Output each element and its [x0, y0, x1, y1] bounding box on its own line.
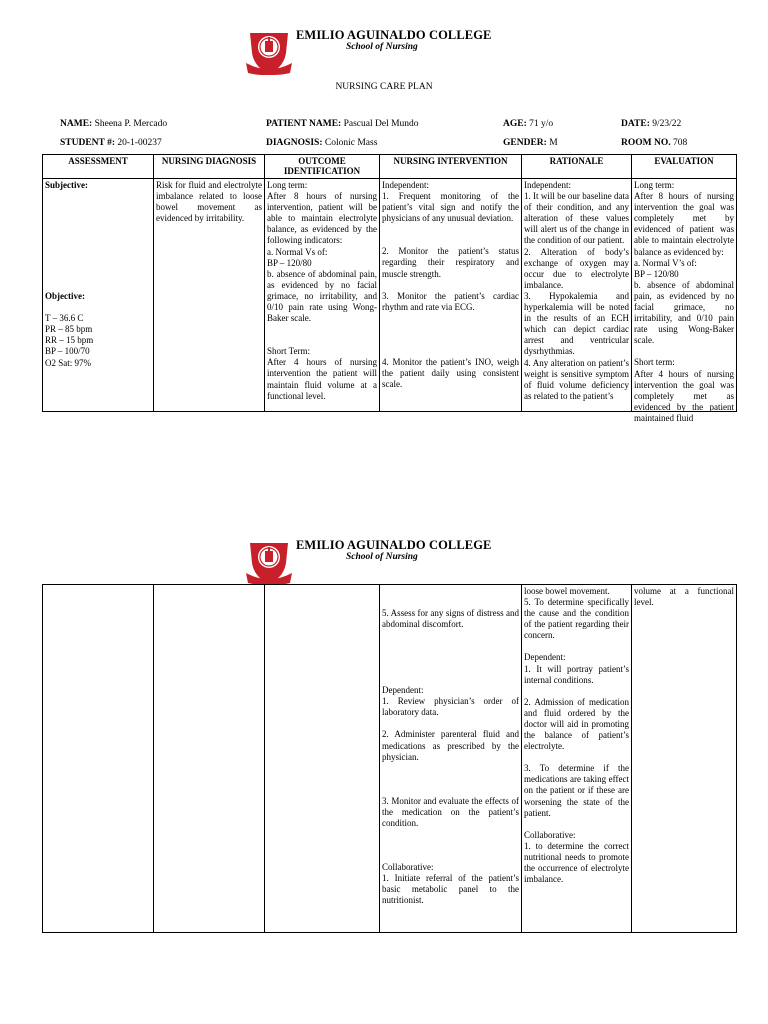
diagnosis-text: Risk for fluid and electrolyte imbalance related to loose bowel movement as evidenced by irritability. [156, 180, 262, 224]
outcome-normal-vs: a. Normal Vs of: [267, 246, 328, 257]
evaluation-continued: volume at a functional level. [634, 586, 734, 608]
age-field: AGE: 71 y/o [503, 119, 554, 129]
evaluation-long-term-label: Long term: [634, 180, 675, 190]
objective-label: Objective: [45, 291, 85, 302]
table-row [43, 585, 737, 933]
header-assessment: ASSESSMENT [43, 155, 154, 179]
vital-bp: BP – 100/70 [45, 346, 90, 357]
care-plan-table [42, 154, 737, 423]
outcome-cell [265, 179, 380, 412]
rationale-cell [522, 179, 632, 412]
subjective-label: Subjective: [45, 180, 88, 190]
rationale-independent-label: Independent: [524, 180, 571, 190]
rationale-cell [522, 585, 632, 933]
rationale-4: 4. Any alteration on patient’s weight is sensitive symptom of fluid volume deficiency as related to the patient’s [524, 357, 629, 401]
college-seal-logo [246, 533, 292, 585]
college-seal-logo [246, 23, 292, 75]
intervention-collaborative-label: Collaborative: [382, 862, 434, 873]
page-header [0, 510, 768, 590]
school-name: School of Nursing [346, 552, 418, 562]
intervention-1: 1. Frequent monitoring of the patient’s vital sign and notify the physicians of any unusual deviation. [382, 191, 519, 224]
dependent-1: 1. Review physician’s order of laboratory data. [382, 696, 519, 718]
rationale-2: 2. Alteration of body’s exchange of oxygen may occur due to electrolyte imbalance. [524, 246, 629, 290]
header-intervention: NURSING INTERVENTION [380, 155, 522, 179]
college-name: EMILIO AGUINALDO COLLEGE [296, 28, 492, 42]
header-outcome: OUTCOME IDENTIFICATION [265, 155, 380, 179]
intervention-5: 5. Assess for any signs of distress and abdominal discomfort. [382, 608, 519, 630]
dependent-2: 2. Administer parenteral fluid and medications as prescribed by the physician. [382, 729, 519, 762]
evaluation-short-term-label: Short term: [634, 357, 675, 368]
vital-temp: T – 36.6 C [45, 313, 84, 324]
intervention-dependent-label: Dependent: [382, 685, 424, 696]
evaluation-cell [632, 585, 737, 933]
outcome-long-term-label: Long term: [267, 180, 308, 190]
header-evaluation: EVALUATION [632, 155, 737, 179]
outcome-short-term-text: After 4 hours of nursing intervention the patient will maintain fluid volume at a functional level. [267, 357, 377, 401]
intervention-3: 3. Monitor the patient’s cardiac rhythm and rate via ECG. [382, 290, 519, 312]
rationale-collaborative-label: Collaborative: [524, 829, 576, 840]
rationale-collaborative-1: 1. to determine the correct nutritional needs to promote the occurrence of electrolyte imbalance. [524, 840, 629, 885]
vital-rr: RR – 15 bpm [45, 335, 94, 346]
rationale-continued: loose bowel movement. [524, 586, 610, 596]
student-number-field: STUDENT #: 20-1-00237 [60, 138, 162, 148]
diagnosis-cell [154, 179, 265, 412]
rationale-dependent-2: 2. Admission of medication and fluid ordered by the doctor will aid in promoting the balance of patient’s electrolyte. [524, 696, 629, 752]
vital-o2: O2 Sat: 97% [45, 357, 91, 368]
care-plan-table-continued [42, 584, 737, 933]
rationale-dependent-label: Dependent: [524, 652, 566, 663]
date-field: DATE: 9/23/22 [621, 119, 682, 129]
intervention-cell [380, 179, 522, 412]
college-name: EMILIO AGUINALDO COLLEGE [296, 538, 492, 552]
rationale-1: 1. It will be our baseline data of their condition, and any alteration of these values will alert us of the change in the condition of our patient. [524, 191, 629, 246]
evaluation-bp: BP – 120/80 [634, 268, 679, 279]
page-header [0, 0, 768, 80]
intervention-independent-label: Independent: [382, 180, 429, 190]
evaluation-short-term-text: After 4 hours of nursing intervention the goal was completely met as evidenced by the patient maintained fluid [634, 368, 734, 423]
table-row [43, 179, 737, 412]
diagnosis-cell [154, 585, 265, 933]
outcome-short-term-label: Short Term: [267, 346, 310, 357]
intervention-cell [380, 585, 522, 933]
assessment-cell [43, 585, 154, 933]
page-1 [0, 0, 768, 470]
header-nursing-diagnosis: NURSING DIAGNOSIS [154, 155, 265, 179]
student-name-field: NAME: Sheena P. Mercado [60, 119, 168, 129]
outcome-absence-pain: b. absence of abdominal pain, as evidenced by no facial grimace, no irritability, and 0/10 pain rate using Wong-Baker scale. [267, 268, 377, 324]
rationale-dependent-3: 3. To determine if the medications are taking effect on the patient or if these are worsening the state of the patient. [524, 763, 629, 818]
room-field: ROOM NO. 708 [621, 138, 688, 148]
collaborative-1: 1. Initiate referral of the patient’s basic metabolic panel to the nutritionist. [382, 873, 519, 906]
outcome-cell [265, 585, 380, 933]
rationale-3: 3. Hypokalemia and hyperkalemia will be noted in the results of an ECH which can depict cardiac arrest and ventricular dysrhythmias. [524, 290, 629, 357]
outcome-bp: BP – 120/80 [267, 257, 312, 268]
assessment-cell [43, 179, 154, 412]
school-name: School of Nursing [346, 42, 418, 52]
evaluation-cell [632, 179, 737, 423]
intervention-4: 4. Monitor the patient’s INO, weigh the patient daily using consistent scale. [382, 356, 519, 390]
header-rationale: RATIONALE [522, 155, 632, 179]
vital-pr: PR – 85 bpm [45, 324, 93, 335]
table-header-row [43, 155, 737, 179]
intervention-2: 2. Monitor the patient’s status regarding their respiratory and muscle strength. [382, 246, 519, 279]
dependent-3: 3. Monitor and evaluate the effects of the medication on the patient’s condition. [382, 795, 519, 828]
document-title: NURSING CARE PLAN [335, 82, 433, 92]
gender-field: GENDER: M [503, 138, 558, 148]
diagnosis-field: DIAGNOSIS: Colonic Mass [266, 138, 378, 148]
outcome-long-term-text: After 8 hours of nursing intervention, patient will be able to maintain electrolyte balance, as evidenced by the following indicators: [267, 191, 377, 246]
evaluation-normal-vs: a. Normal V’s of: [634, 257, 697, 268]
patient-name-field: PATIENT NAME: Pascual Del Mundo [266, 119, 419, 129]
evaluation-long-term-text: After 8 hours of nursing intervention the goal was completely met by evidenced of patient was able to maintain electrolyte balance as evidenced by: [634, 191, 734, 257]
page-2 [0, 510, 768, 1010]
rationale-dependent-1: 1. It will portray patient’s internal conditions. [524, 663, 629, 685]
evaluation-absence-pain: b. absence of abdominal pain, as evidenced by no facial grimace, no irritability, and 0/10 pain rate using Wong-Baker scale. [634, 279, 734, 346]
rationale-5: 5. To determine specifically the cause and the condition of the patient regarding their concern. [524, 597, 629, 641]
